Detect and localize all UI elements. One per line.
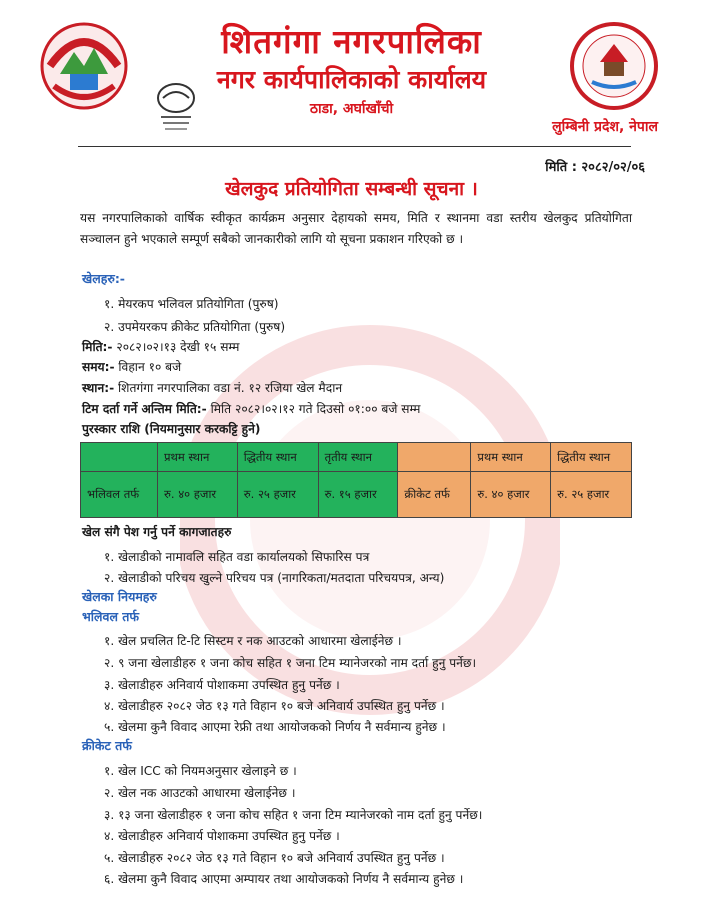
prize-table: [80, 442, 632, 518]
cricket-rule-1: १. खेल ICC को नियमअनुसार खेलाइने छ ।: [104, 764, 297, 778]
volleyball-rule-1: १. खेल प्रचलित टि-टि सिस्टम र नक आउटको आधारमा खेलाईनेछ ।: [104, 634, 402, 648]
cricket-first-header: प्रथम स्थान: [471, 443, 551, 472]
notice-intro: यस नगरपालिकाको वार्षिक स्वीकृत कार्यक्रम अनुसार देहायको समय, मिति र स्थानमा वडा स्तरीय खेलकुद प्रतियोगिता सञ्चालन हुने भएकाले सम्पूर्ण सबैको जानकारीको लागि यो सूचना प्रकाशन गरिएको छ ।: [80, 211, 632, 246]
event-time: [82, 358, 181, 375]
games-heading: खेलहरु:-: [82, 271, 125, 286]
rules-heading: खेलका नियमहरु: [82, 589, 157, 604]
documents-item-2: २. खेलाडीको परिचय खुल्ने परिचय पत्र (नागरिकता/मतदाता परिचयपत्र, अन्य): [104, 571, 445, 585]
cricket-rule-5: ५. खेलाडीहरु २०८२ जेठ १३ गते विहान १० बजे अनिवार्य उपस्थित हुनु पर्नेछ ।: [104, 851, 445, 865]
event-time-label: समय:-: [82, 360, 115, 374]
notice-title: खेलकुद प्रतियोगिता सम्बन्धी सूचना ।: [225, 178, 478, 200]
prize-table-blank-cell: [81, 443, 158, 472]
event-place-label: स्थान:-: [82, 381, 115, 395]
prize-table-header-row: [81, 443, 632, 472]
cricket-rule-3: ३. १३ जना खेलाडीहरु १ जना कोच सहित १ जना टिम म्यानेजरको नाम दर्ता हुनु पर्नेछ।: [104, 808, 483, 822]
volleyball-rule-3: ३. खेलाडीहरु अनिवार्य पोशाकमा उपस्थित हुनु पर्नेछ ।: [104, 678, 340, 692]
province-name: लुम्बिनी प्रदेश, नेपाल: [552, 119, 658, 135]
cricket-label-cell: क्रीकेट तर्फ: [398, 472, 471, 518]
volleyball-first-header: प्रथम स्थान: [158, 443, 238, 472]
event-place: [82, 379, 342, 396]
volleyball-label-cell: भलिवल तर्फ: [81, 472, 158, 518]
volleyball-rules-heading: भलिवल तर्फ: [82, 609, 140, 624]
volleyball-second-header: द्धितीय स्थान: [237, 443, 318, 472]
cricket-first-prize: रु. ४० हजार: [471, 472, 551, 518]
volleyball-third-header: तृतीय स्थान: [318, 443, 398, 472]
cricket-rule-4: ४. खेलाडीहरु अनिवार्य पोशाकमा उपस्थित हुनु पर्नेछ ।: [104, 829, 340, 843]
cricket-blank-cell: [398, 443, 471, 472]
documents-heading: खेल संगै पेश गर्नु पर्ने कागजातहरु: [82, 525, 232, 539]
event-time-value: विहान १० बजे: [114, 360, 182, 374]
notice-date: मिति : २०८२/०२/०६: [545, 160, 645, 175]
volleyball-second-prize: रु. २५ हजार: [237, 472, 318, 518]
deadline-value: मिति २०८२।०२।१२ गते दिउसो ०१:०० बजे सम्म: [206, 402, 421, 416]
documents-item-1: १. खेलाडीको नामावलि सहित वडा कार्यालयको सिफारिस पत्र: [104, 550, 370, 564]
event-place-value: शितगंगा नगरपालिका वडा नं. १२ रजिया खेल मैदान: [114, 381, 343, 395]
games-item-2: २. उपमेयरकप क्रीकेट प्रतियोगिता (पुरुष): [104, 320, 286, 334]
cricket-second-prize: रु. २५ हजार: [551, 472, 632, 518]
cricket-second-header: द्धितीय स्थान: [551, 443, 632, 472]
cricket-rule-2: २. खेल नक आउटको आधारमा खेलाईनेछ ।: [104, 786, 296, 800]
prize-table-value-row: [81, 472, 632, 518]
deadline-label: टिम दर्ता गर्ने अन्तिम मिति:-: [82, 402, 207, 416]
municipality-name: शितगंगा नगरपालिका: [221, 22, 482, 61]
games-item-1: १. मेयरकप भलिवल प्रतियोगिता (पुरुष): [104, 297, 279, 311]
prize-heading: पुरस्कार राशि (नियमानुसार करकट्टि हुने): [82, 422, 261, 436]
volleyball-third-prize: रु. १५ हजार: [318, 472, 398, 518]
office-address: ठाडा, अर्घाखाँची: [309, 101, 394, 117]
registration-deadline: [82, 400, 420, 417]
cricket-rule-6: ६. खेलमा कुनै विवाद आएमा अम्पायर तथा आयोजकको निर्णय नै सर्वमान्य हुनेछ ।: [104, 872, 464, 886]
volleyball-rule-2: २. ९ जना खेलाडीहरु १ जना कोच सहित १ जना टिम म्यानेजरको नाम दर्ता हुनु पर्नेछ।: [104, 656, 477, 670]
event-date: [82, 338, 239, 355]
cricket-rules-heading: क्रीकेट तर्फ: [82, 738, 132, 753]
office-name: नगर कार्यपालिकाको कार्यालय: [216, 65, 487, 94]
volleyball-rule-4: ४. खेलाडीहरु २०८२ जेठ १३ गते विहान १० बजे अनिवार्य उपस्थित हुनु पर्नेछ ।: [104, 699, 445, 713]
volleyball-rule-5: ५. खेलमा कुनै विवाद आएमा रेफ्री तथा आयोजकको निर्णय नै सर्वमान्य हुनेछ ।: [104, 720, 446, 734]
volleyball-first-prize: रु. ४० हजार: [158, 472, 238, 518]
header-divider: [78, 146, 631, 147]
event-date-value: २०८२।०२।१३ देखी १५ सम्म: [112, 340, 240, 354]
event-date-label: मिति:-: [82, 340, 113, 354]
